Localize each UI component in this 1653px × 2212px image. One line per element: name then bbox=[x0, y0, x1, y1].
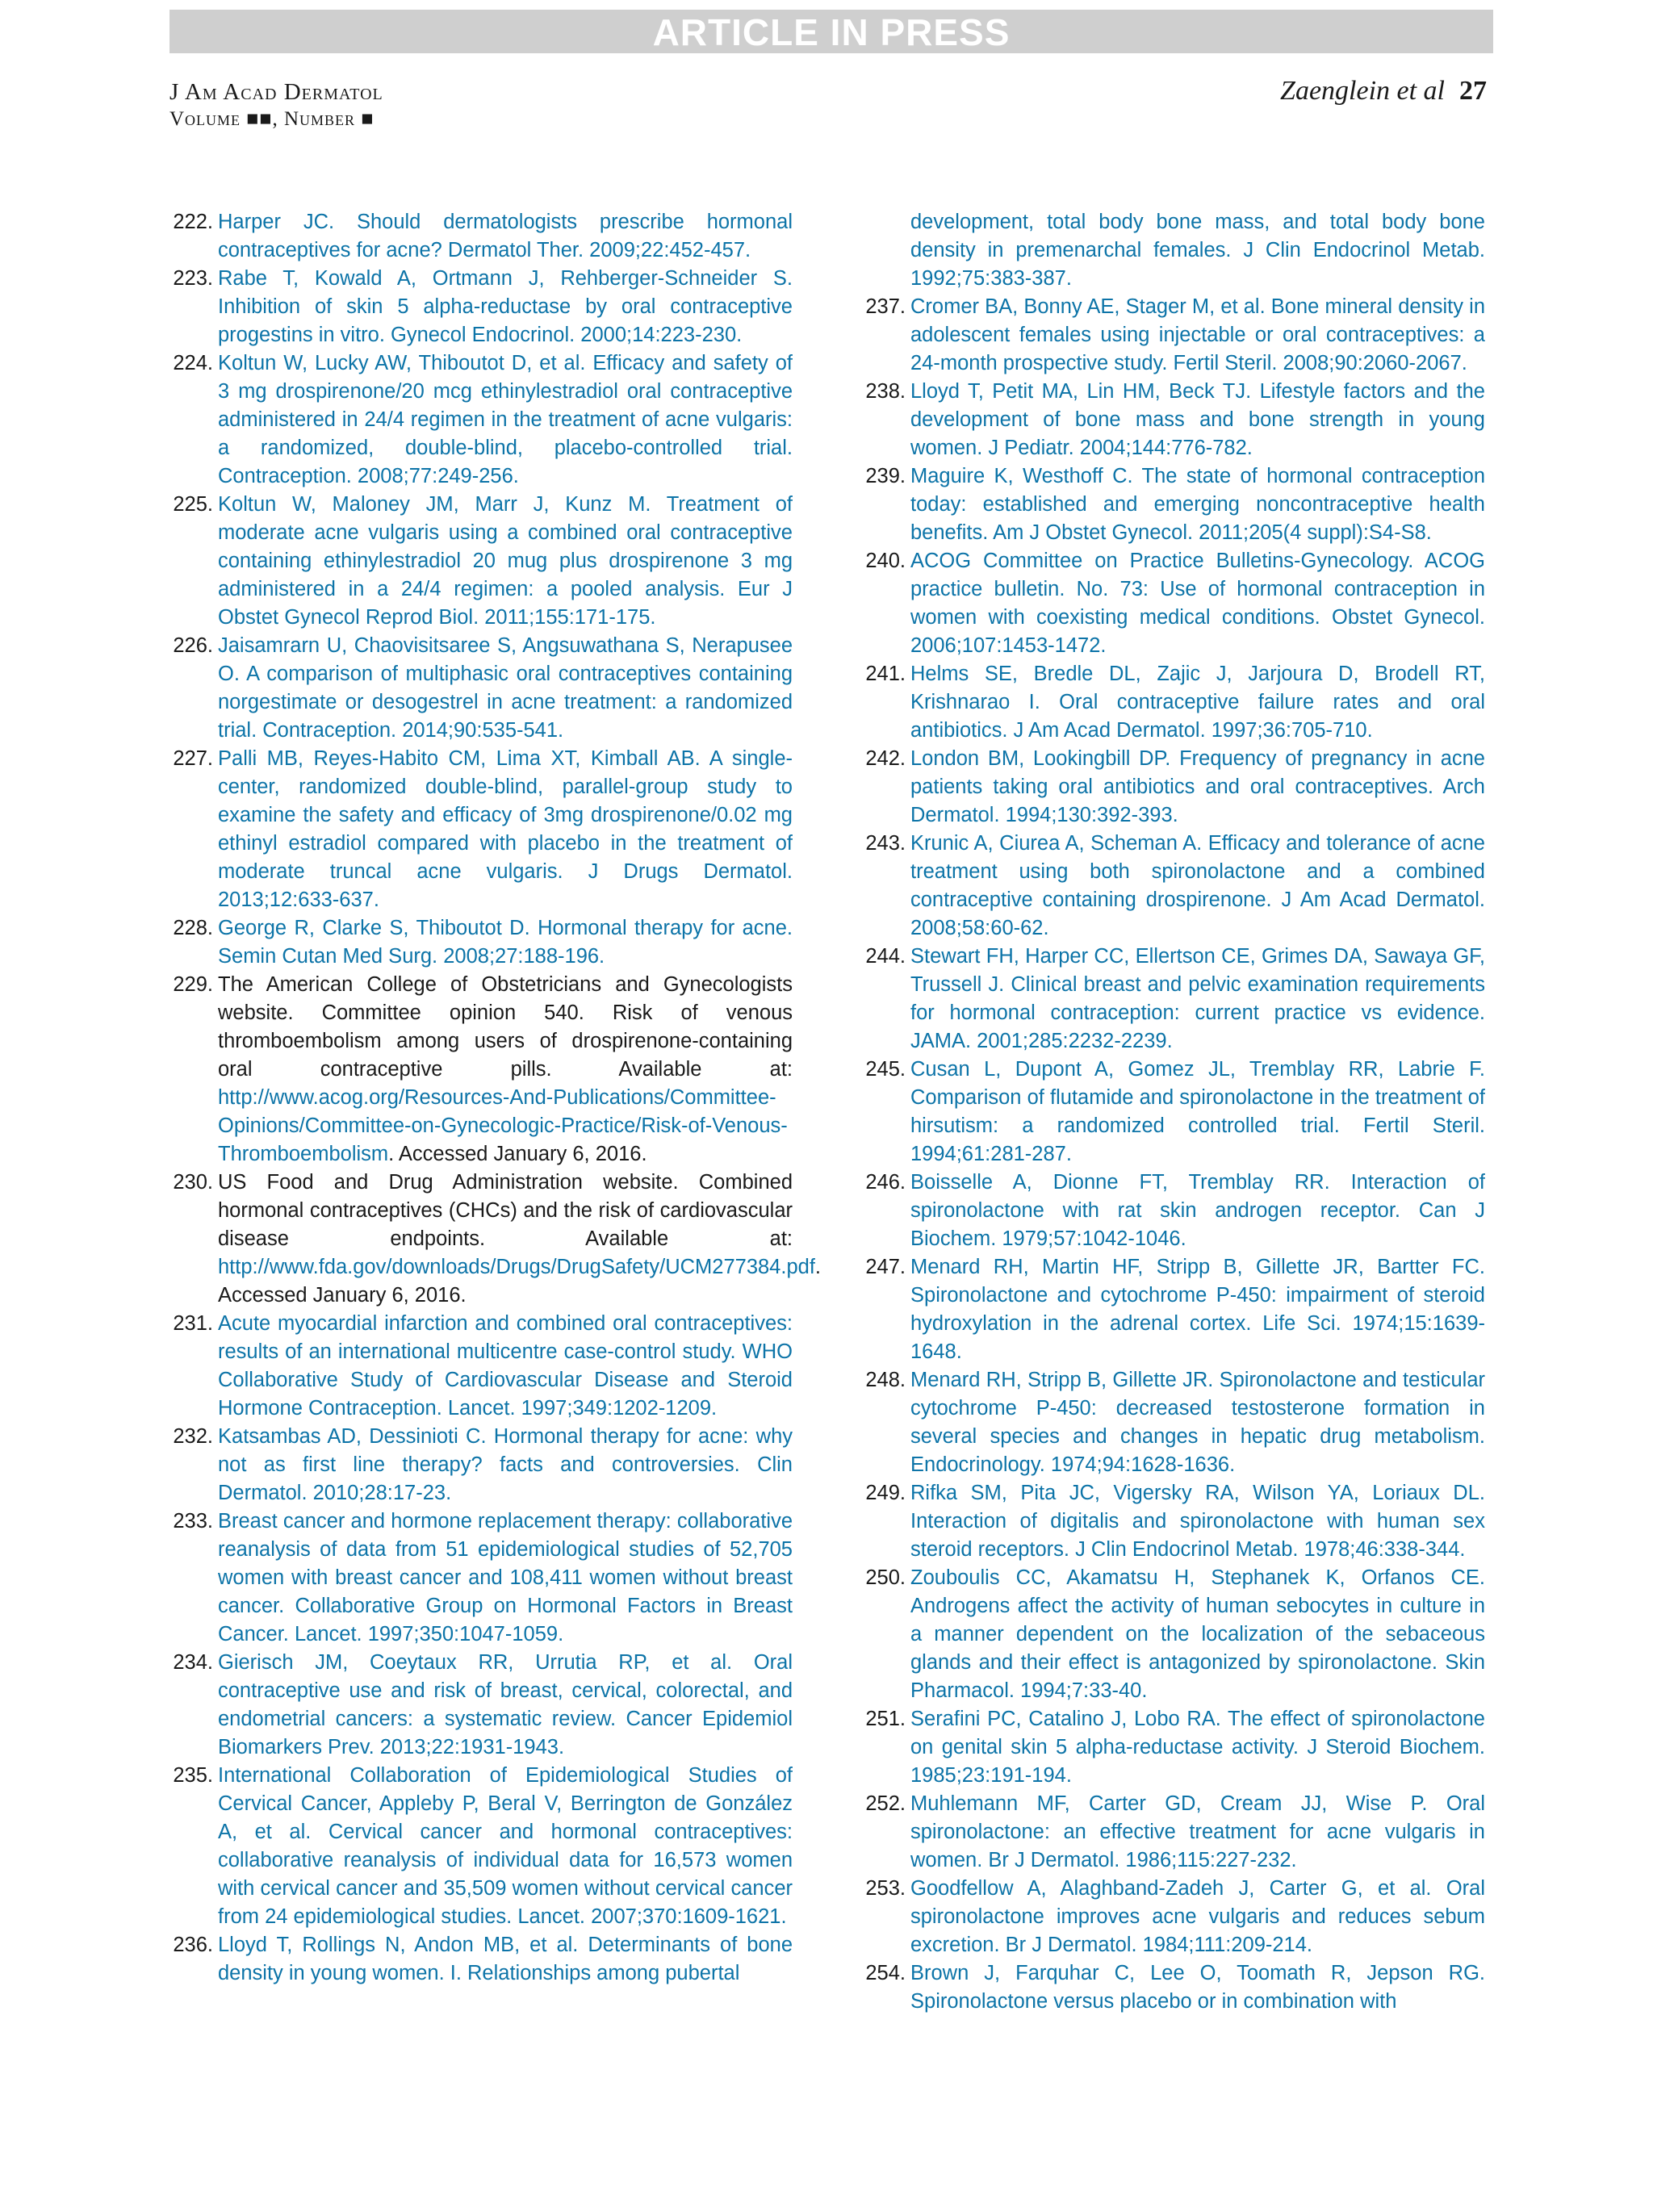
reference-item[interactable] bbox=[865, 293, 1485, 378]
reference-number: 224. bbox=[173, 352, 213, 374]
reference-text bbox=[218, 1649, 793, 1762]
reference-text bbox=[910, 1056, 1485, 1169]
reference-link[interactable]: London BM, Lookingbill DP. Frequency of pregnancy in acne patients taking oral antibiotics and oral contraceptives. Arch Dermatol. 1994;130:392-393. bbox=[910, 747, 1485, 826]
reference-number: 229. bbox=[173, 973, 213, 996]
reference-text bbox=[218, 265, 793, 349]
reference-number: 238. bbox=[865, 380, 906, 403]
reference-text bbox=[910, 943, 1485, 1056]
reference-item[interactable] bbox=[910, 208, 1485, 293]
reference-item[interactable] bbox=[865, 1479, 1485, 1564]
reference-link[interactable]: development, total body bone mass, and total body bone density in premenarchal females. J Clin Endocrinol Metab. 1992;75:383-387. bbox=[910, 211, 1485, 290]
reference-number: 248. bbox=[865, 1369, 906, 1391]
reference-link[interactable]: Koltun W, Maloney JM, Marr J, Kunz M. Treatment of moderate acne vulgaris using a combined oral contraceptive containing ethinylestradiol 20 mug plus drospirenone 3 mg administered in a 24/4 regimen: a pooled analysis. Eur J Obstet Gynecol Reprod Biol. 2011;155:171-175. bbox=[218, 493, 793, 629]
page-number: 27 bbox=[1459, 76, 1487, 106]
reference-number: 252. bbox=[865, 1792, 906, 1815]
reference-item[interactable] bbox=[865, 745, 1485, 830]
reference-number: 231. bbox=[173, 1312, 213, 1335]
reference-item[interactable] bbox=[173, 914, 793, 971]
reference-text bbox=[910, 378, 1485, 462]
reference-number: 246. bbox=[865, 1171, 906, 1194]
reference-link[interactable]: Menard RH, Martin HF, Stripp B, Gillette JR, Bartter FC. Spironolactone and cytochrome P-450: impairment of steroid hydroxylation in the adrenal cortex. Life Sci. 1974;15:1639-1648. bbox=[910, 1256, 1485, 1363]
reference-number: 251. bbox=[865, 1708, 906, 1730]
reference-citation: US Food and Drug Administration website. Combined hormonal contraceptives (CHCs) and the risk of cardiovascular disease endpoints. Available at: bbox=[218, 1171, 793, 1250]
reference-text bbox=[910, 462, 1485, 547]
reference-number: 233. bbox=[173, 1510, 213, 1533]
reference-text bbox=[910, 830, 1485, 943]
reference-link[interactable]: Cusan L, Dupont A, Gomez JL, Tremblay RR, Labrie F. Comparison of flutamide and spironolactone in the treatment of hirsutism: a randomized controlled trial. Fertil Steril. 1994;61:281-287. bbox=[910, 1058, 1485, 1165]
reference-link[interactable]: Serafini PC, Catalino J, Lobo RA. The effect of spironolactone on genital skin 5 alpha-reductase activity. J Steroid Biochem. 1985;23:191-194. bbox=[910, 1708, 1485, 1787]
reference-number: 245. bbox=[865, 1058, 906, 1081]
reference-link[interactable]: Brown J, Farquhar C, Lee O, Toomath R, Jepson RG. Spironolactone versus placebo or in combination with bbox=[910, 1962, 1485, 2013]
reference-link[interactable]: ACOG Committee on Practice Bulletins-Gynecology. ACOG practice bulletin. No. 73: Use of hormonal contraception in women with coexisting medical conditions. Obstet Gynecol. 2006;107:1453-1472. bbox=[910, 550, 1485, 657]
reference-link[interactable]: George R, Clarke S, Thiboutot D. Hormonal therapy for acne. Semin Cutan Med Surg. 2008;27:188-196. bbox=[218, 917, 793, 968]
reference-number: 225. bbox=[173, 493, 213, 516]
reference-item[interactable] bbox=[865, 660, 1485, 745]
reference-number: 240. bbox=[865, 550, 906, 572]
reference-link[interactable]: Zouboulis CC, Akamatsu H, Stephanek K, Orfanos CE. Androgens affect the activity of human sebocytes in culture in a manner dependent on the localization of the sebaceous glands and their effect is antagonized by spironolactone. Skin Pharmacol. 1994;7:33-40. bbox=[910, 1566, 1485, 1702]
reference-number: 234. bbox=[173, 1651, 213, 1674]
reference-text bbox=[218, 1310, 793, 1423]
reference-link[interactable]: Menard RH, Stripp B, Gillette JR. Spironolactone and testicular cytochrome P-450: decreased testosterone formation in several species and changes in hepatic drug metabolism. Endocrinology. 1974;94:1628-1636. bbox=[910, 1369, 1485, 1476]
reference-item[interactable] bbox=[173, 1931, 793, 1988]
running-header-journal bbox=[169, 77, 383, 132]
running-header-authors bbox=[1280, 76, 1487, 107]
reference-link[interactable]: Rifka SM, Pita JC, Vigersky RA, Wilson YA, Loriaux DL. Interaction of digitalis and spironolactone with human sex steroid receptors. J Clin Endocrinol Metab. 1978;46:338-344. bbox=[910, 1482, 1485, 1561]
reference-text bbox=[910, 547, 1485, 660]
reference-text bbox=[218, 745, 793, 914]
reference-link[interactable]: Gierisch JM, Coeytaux RR, Urrutia RP, et al. Oral contraceptive use and risk of breast, cervical, colorectal, and endometrial cancers: a systematic review. Cancer Epidemiol Biomarkers Prev. 2013;22:1931-1943. bbox=[218, 1651, 793, 1758]
reference-number: 228. bbox=[173, 917, 213, 939]
reference-link[interactable]: Lloyd T, Rollings N, Andon MB, et al. Determinants of bone density in young women. I. Relationships among pubertal bbox=[218, 1934, 793, 1984]
journal-name: J Am Acad Dermatol bbox=[169, 79, 383, 105]
reference-item[interactable] bbox=[865, 1366, 1485, 1479]
reference-text bbox=[218, 349, 793, 491]
reference-url-link[interactable]: http://www.acog.org/Resources-And-Publications/Committee-Opinions/Committee-on-Gynecologic-Practice/Risk-of-Venous-Thromboembolism bbox=[218, 1086, 788, 1165]
reference-number: 241. bbox=[865, 663, 906, 685]
reference-item[interactable] bbox=[173, 1310, 793, 1423]
reference-column-right bbox=[865, 208, 1485, 2016]
reference-item[interactable] bbox=[173, 1762, 793, 1931]
reference-item[interactable] bbox=[865, 1253, 1485, 1366]
reference-text bbox=[910, 208, 1485, 293]
reference-number: 243. bbox=[865, 832, 906, 855]
reference-text bbox=[910, 1564, 1485, 1705]
reference-text bbox=[910, 1169, 1485, 1253]
reference-text bbox=[910, 1479, 1485, 1564]
reference-item[interactable] bbox=[173, 1423, 793, 1507]
reference-link[interactable]: Stewart FH, Harper CC, Ellertson CE, Grimes DA, Sawaya GF, Trussell J. Clinical breast and pelvic examination requirements for hormonal contraception: current practice vs evidence. JAMA. 2001;285:2232-2239. bbox=[910, 945, 1485, 1052]
reference-item[interactable] bbox=[173, 1507, 793, 1649]
reference-citation: The American College of Obstetricians and Gynecologists website. Committee opinion 540. Risk of venous thromboembolism among users of drospirenone-containing oral contraceptive pills. Available at: bbox=[218, 973, 793, 1081]
reference-link[interactable]: Maguire K, Westhoff C. The state of hormonal contraception today: established and emerging noncontraceptive health benefits. Am J Obstet Gynecol. 2011;205(4 suppl):S4-S8. bbox=[910, 465, 1485, 544]
reference-text bbox=[218, 971, 793, 1169]
reference-text bbox=[910, 1253, 1485, 1366]
reference-number: 239. bbox=[865, 465, 906, 487]
reference-item[interactable] bbox=[865, 1790, 1485, 1875]
reference-number: 235. bbox=[173, 1764, 213, 1787]
reference-link[interactable]: Katsambas AD, Dessinioti C. Hormonal therapy for acne: why not as first line therapy? facts and controversies. Clin Dermatol. 2010;28:17-23. bbox=[218, 1425, 793, 1504]
reference-text bbox=[218, 1169, 821, 1310]
reference-text bbox=[218, 1762, 793, 1931]
reference-item[interactable] bbox=[865, 1056, 1485, 1169]
reference-item[interactable] bbox=[865, 1875, 1485, 1959]
reference-number: 237. bbox=[865, 295, 906, 318]
reference-number: 223. bbox=[173, 267, 213, 290]
reference-item[interactable] bbox=[865, 1564, 1485, 1705]
reference-item[interactable] bbox=[865, 1169, 1485, 1253]
reference-link[interactable]: Cromer BA, Bonny AE, Stager M, et al. Bone mineral density in adolescent females using injectable or oral contraceptives: a 24-month prospective study. Fertil Steril. 2008;90:2060-2067. bbox=[910, 295, 1485, 374]
reference-text bbox=[218, 1931, 793, 1988]
reference-text bbox=[910, 293, 1485, 378]
reference-link[interactable]: Jaisamrarn U, Chaovisitsaree S, Angsuwathana S, Nerapusee O. A comparison of multiphasic oral contraceptives containing norgestimate or desogestrel in acne treatment: a randomized trial. Contraception. 2014;90:535-541. bbox=[218, 634, 793, 742]
reference-number: 242. bbox=[865, 747, 906, 770]
reference-item[interactable] bbox=[173, 632, 793, 745]
reference-item[interactable] bbox=[173, 265, 793, 349]
reference-link[interactable]: International Collaboration of Epidemiological Studies of Cervical Cancer, Appleby P, Beral V, Berrington de González A, et al. Cervical cancer and hormonal contraceptives: collaborative reanalysis of individual data for 16,573 women with cervical cancer and 35,509 women without cervical cancer from 24 epidemiological studies. Lancet. 2007;370:1609-1621. bbox=[218, 1764, 793, 1928]
reference-link[interactable]: Harper JC. Should dermatologists prescribe hormonal contraceptives for acne? Dermatol Ther. 2009;22:452-457. bbox=[218, 211, 793, 261]
author-line: Zaenglein et al bbox=[1280, 76, 1445, 106]
reference-number: 227. bbox=[173, 747, 213, 770]
reference-number: 253. bbox=[865, 1877, 906, 1900]
reference-accessed-note: . Accessed January 6, 2016. bbox=[218, 1256, 821, 1307]
reference-link[interactable]: Lloyd T, Petit MA, Lin HM, Beck TJ. Lifestyle factors and the development of bone mass and bone strength in young women. J Pediatr. 2004;144:776-782. bbox=[910, 380, 1485, 459]
reference-text bbox=[218, 632, 793, 745]
reference-text bbox=[910, 1366, 1485, 1479]
reference-number: 244. bbox=[865, 945, 906, 968]
reference-link[interactable]: Palli MB, Reyes-Habito CM, Lima XT, Kimball AB. A single-center, randomized double-blind, parallel-group study to examine the safety and efficacy of 3mg drospirenone/0.02 mg ethinyl estradiol compared with placebo in the treatment of moderate truncal acne vulgaris. J Drugs Dermatol. 2013;12:633-637. bbox=[218, 747, 793, 911]
reference-link[interactable]: Boisselle A, Dionne FT, Tremblay RR. Interaction of spironolactone with rat skin androgen receptor. Can J Biochem. 1979;57:1042-1046. bbox=[910, 1171, 1485, 1250]
reference-item[interactable] bbox=[173, 1649, 793, 1762]
reference-link[interactable]: Rabe T, Kowald A, Ortmann J, Rehberger-Schneider S. Inhibition of skin 5 alpha-reductase by oral contraceptive progestins in vitro. Gynecol Endocrinol. 2000;14:223-230. bbox=[218, 267, 793, 346]
reference-item[interactable] bbox=[865, 1959, 1485, 2016]
reference-text bbox=[218, 208, 793, 265]
reference-item[interactable] bbox=[173, 208, 793, 265]
reference-text bbox=[218, 1423, 793, 1507]
reference-link[interactable]: Goodfellow A, Alaghband-Zadeh J, Carter G, et al. Oral spironolactone improves acne vulgaris and reduces sebum excretion. Br J Dermatol. 1984;111:209-214. bbox=[910, 1877, 1485, 1956]
reference-item[interactable] bbox=[865, 943, 1485, 1056]
reference-number: 226. bbox=[173, 634, 213, 657]
reference-item[interactable] bbox=[865, 1705, 1485, 1790]
reference-number: 232. bbox=[173, 1425, 213, 1448]
reference-link[interactable]: Breast cancer and hormone replacement therapy: collaborative reanalysis of data from 51 epidemiological studies of 52,705 women with breast cancer and 108,411 women without breast cancer. Collaborative Group on Hormonal Factors in Breast Cancer. Lancet. 1997;350:1047-1059. bbox=[218, 1510, 793, 1645]
reference-item[interactable] bbox=[865, 547, 1485, 660]
reference-text bbox=[910, 1959, 1485, 2016]
reference-number: 222. bbox=[173, 211, 213, 233]
reference-item[interactable] bbox=[865, 462, 1485, 547]
journal-volume: Volume ■■, Number ■ bbox=[169, 108, 375, 130]
reference-item[interactable] bbox=[865, 378, 1485, 462]
reference-text bbox=[910, 1705, 1485, 1790]
reference-number: 247. bbox=[865, 1256, 906, 1278]
reference-number: 249. bbox=[865, 1482, 906, 1504]
reference-text bbox=[910, 660, 1485, 745]
reference-link[interactable]: Koltun W, Lucky AW, Thiboutot D, et al. Efficacy and safety of 3 mg drospirenone/20 mcg ethinylestradiol oral contraceptive administered in 24/4 regimen in the treatment of acne vulgaris: a randomized, double-blind, placebo-controlled trial. Contraception. 2008;77:249-256. bbox=[218, 352, 793, 487]
reference-column-left bbox=[173, 208, 821, 1988]
reference-text bbox=[218, 1507, 793, 1649]
reference-text bbox=[910, 1790, 1485, 1875]
reference-item[interactable] bbox=[173, 745, 793, 914]
reference-text bbox=[218, 914, 793, 971]
reference-item[interactable] bbox=[173, 491, 793, 632]
reference-item[interactable] bbox=[865, 830, 1485, 943]
reference-text bbox=[218, 491, 793, 632]
article-in-press-banner: ARTICLE IN PRESS bbox=[169, 10, 1493, 53]
reference-link[interactable]: Helms SE, Bredle DL, Zajic J, Jarjoura D, Brodell RT, Krishnarao I. Oral contraceptive failure rates and oral antibiotics. J Am Acad Dermatol. 1997;36:705-710. bbox=[910, 663, 1485, 742]
reference-number: 250. bbox=[865, 1566, 906, 1589]
reference-text bbox=[910, 1875, 1485, 1959]
reference-text bbox=[910, 745, 1485, 830]
reference-link[interactable]: Krunic A, Ciurea A, Scheman A. Efficacy and tolerance of acne treatment using both spironolactone and a combined contraceptive containing drospirenone. J Am Acad Dermatol. 2008;58:60-62. bbox=[910, 832, 1485, 939]
reference-item bbox=[173, 971, 793, 1169]
reference-item bbox=[173, 1169, 821, 1310]
reference-number: 236. bbox=[173, 1934, 213, 1956]
reference-number: 254. bbox=[865, 1962, 906, 1984]
reference-link[interactable]: Muhlemann MF, Carter GD, Cream JJ, Wise P. Oral spironolactone: an effective treatment for acne vulgaris in women. Br J Dermatol. 1986;115:227-232. bbox=[910, 1792, 1485, 1871]
reference-url-link[interactable]: http://www.fda.gov/downloads/Drugs/DrugSafety/UCM277384.pdf bbox=[218, 1256, 815, 1278]
reference-number: 230. bbox=[173, 1171, 213, 1194]
reference-accessed-note: . Accessed January 6, 2016. bbox=[388, 1143, 647, 1165]
reference-link[interactable]: Acute myocardial infarction and combined oral contraceptives: results of an international multicentre case-control study. WHO Collaborative Study of Cardiovascular Disease and Steroid Hormone Contraception. Lancet. 1997;349:1202-1209. bbox=[218, 1312, 793, 1420]
reference-item[interactable] bbox=[173, 349, 793, 491]
